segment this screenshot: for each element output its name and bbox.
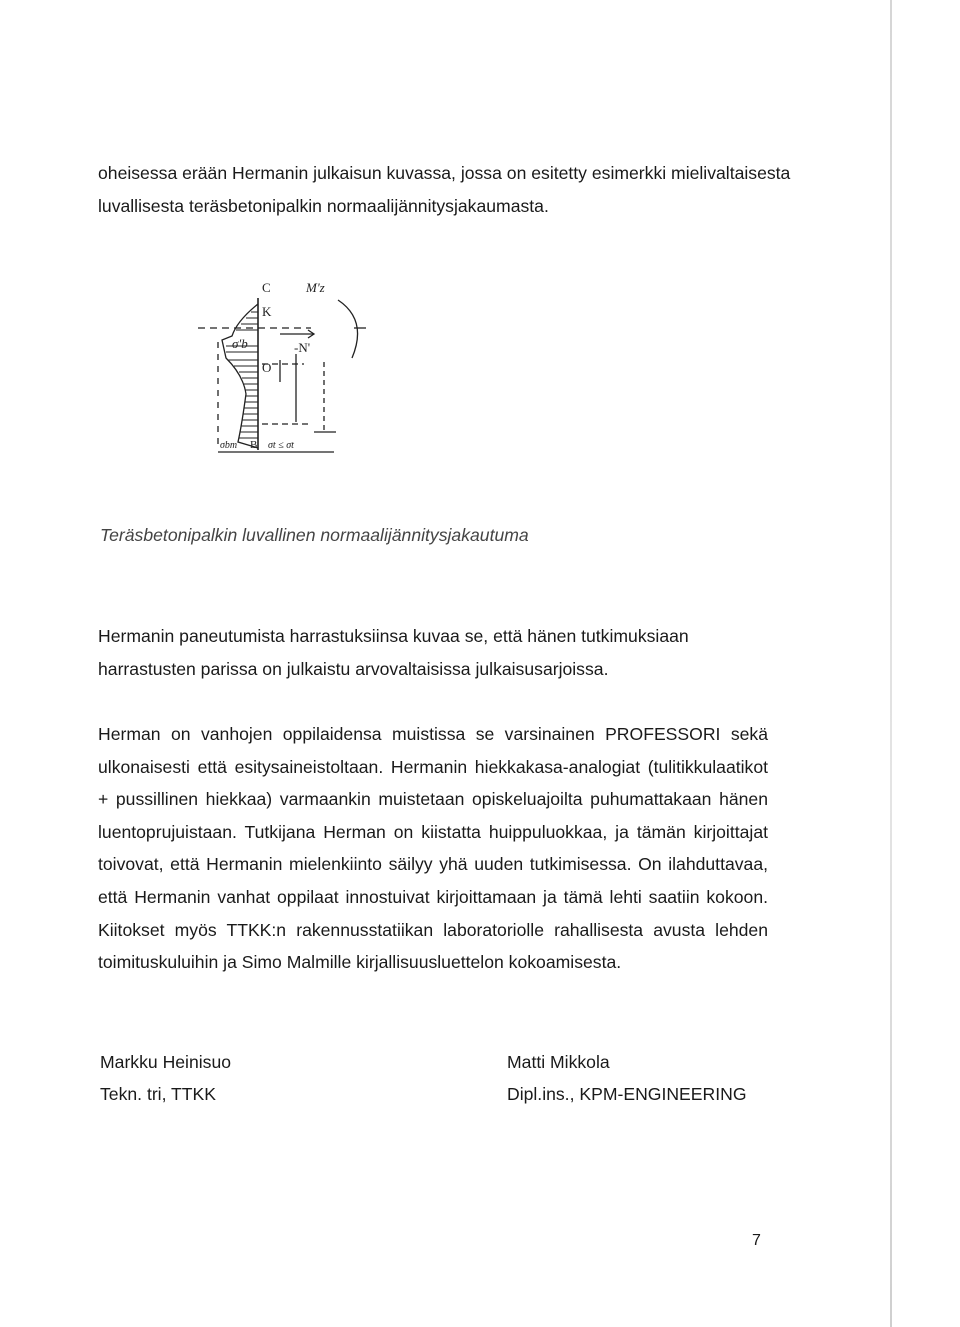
moment-arc <box>338 300 358 358</box>
signature-left-name: Markku Heinisuo <box>100 1052 232 1072</box>
paragraph-2: Herman on vanhojen oppilaidensa muistissa se varsinainen PROFESSORI sekä ulkonaisesti että esitysaineistoltaan. Hermanin hiekkakasa-analogiat (tulitikkulaatikot + pussillinen hiekkaa) varmaankin muistetaan opiskeluajoilta puhumattakaan hänen luentoprujuistaan. Tutkijana Herman on kiistatta huippuluokkaa, ja tämän kirjoittajat toivovat, että Hermanin mielenkiinto säilyy yhä uuden tutkimisessa. On ilahduttavaa, että Hermanin vanhat oppilaat innostuivat kirjoittamaan ja tämä lehti saatiin kokoon. Kiitokset myös TTKK:n rakennusstatiikan laboratoriolle rahallisesta avusta lehden toimituskuluihin ja Simo Malmille kirjallisuusluettelon kokoamisesta. <box>98 724 768 973</box>
signature-right-name: Matti Mikkola <box>507 1052 610 1072</box>
stress-diagram-svg <box>196 272 366 462</box>
scan-edge-line <box>890 0 892 1327</box>
label-o: O <box>262 360 272 375</box>
signature-left-title: Tekn. tri, TTKK <box>100 1084 217 1104</box>
label-sigma-bottom-right: σt ≤ σt <box>268 440 294 451</box>
stress-distribution-figure <box>196 272 366 462</box>
label-m: M'z <box>306 280 325 295</box>
paragraph-1: Hermanin paneutumista harrastuksiinsa kuvaa se, että hänen tutkimuksiaan harrastusten parissa on julkaistu arvovaltaisissa julkaisusarjoissa. <box>98 626 689 679</box>
signature-left <box>100 1046 231 1110</box>
figure-caption: Teräsbetonipalkin luvallinen normaalijännitysjakautuma <box>100 525 529 545</box>
signature-right <box>507 1046 747 1110</box>
label-k: K <box>262 304 272 319</box>
page-number: 7 <box>752 1232 761 1249</box>
label-b: B <box>250 439 258 451</box>
intro-paragraph: oheisessa erään Hermanin julkaisun kuvassa, jossa on esitetty esimerkki mielivaltaisesta luvallisesta teräsbetonipalkin normaalijännitysjakaumasta. <box>98 163 791 216</box>
label-sigma-b: σ'b <box>232 336 248 351</box>
label-c: C <box>262 280 271 295</box>
signature-right-title: Dipl.ins., KPM-ENGINEERING <box>507 1084 747 1104</box>
label-sigma-bottom-left: σbm <box>220 440 238 451</box>
label-n: -N' <box>294 340 311 355</box>
